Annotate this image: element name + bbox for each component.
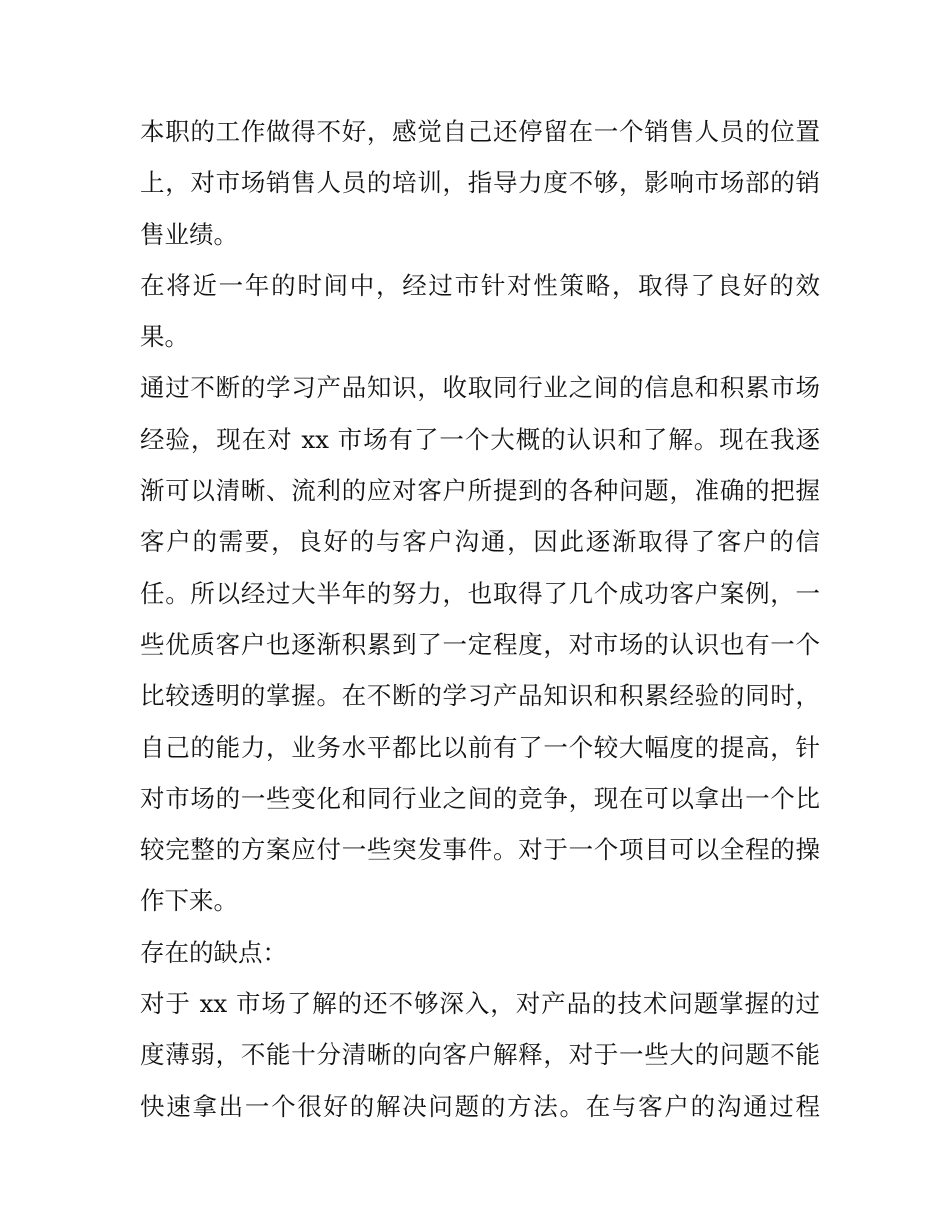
text-line: 比较透明的掌握。在不断的学习产品知识和积累经验的同时，	[140, 681, 820, 711]
text-line: 自己的能力，业务水平都比以前有了一个较大幅度的提高，针	[140, 732, 820, 762]
text-line: 对市场的一些变化和同行业之间的竞争，现在可以拿出一个比	[140, 783, 820, 813]
text-line: 对于 xx 市场了解的还不够深入，对产品的技术问题掌握的过	[140, 989, 820, 1019]
text-line: 渐可以清晰、流利的应对客户所提到的各种问题，准确的把握	[140, 476, 820, 506]
text-line: 本职的工作做得不好，感觉自己还停留在一个销售人员的位置	[140, 117, 820, 146]
text-line: 售业绩。	[140, 219, 238, 249]
text-line: 作下来。	[140, 886, 238, 916]
text-line: 度薄弱，不能十分清晰的向客户解释，对于一些大的问题不能	[140, 1040, 820, 1070]
text-line: 果。	[140, 322, 189, 352]
text-line: 较完整的方案应付一些突发事件。对于一个项目可以全程的操	[140, 835, 820, 865]
text-line: 经验，现在对 xx 市场有了一个大概的认识和了解。现在我逐	[140, 424, 820, 454]
text-line: 通过不断的学习产品知识，收取同行业之间的信息和积累市场	[140, 373, 820, 403]
text-line: 些优质客户也逐渐积累到了一定程度，对市场的认识也有一个	[140, 629, 820, 659]
text-line: 任。所以经过大半年的努力，也取得了几个成功客户案例，一	[140, 578, 820, 608]
text-line: 快速拿出一个很好的解决问题的方法。在与客户的沟通过程	[140, 1091, 820, 1121]
body-text	[140, 106, 820, 1132]
text-line: 客户的需要，良好的与客户沟通，因此逐渐取得了客户的信	[140, 527, 820, 557]
text-line: 上，对市场销售人员的培训，指导力度不够，影响市场部的销	[140, 168, 820, 198]
text-line: 存在的缺点：	[140, 937, 287, 967]
text-line: 在将近一年的时间中，经过市针对性策略，取得了良好的效	[140, 270, 820, 300]
